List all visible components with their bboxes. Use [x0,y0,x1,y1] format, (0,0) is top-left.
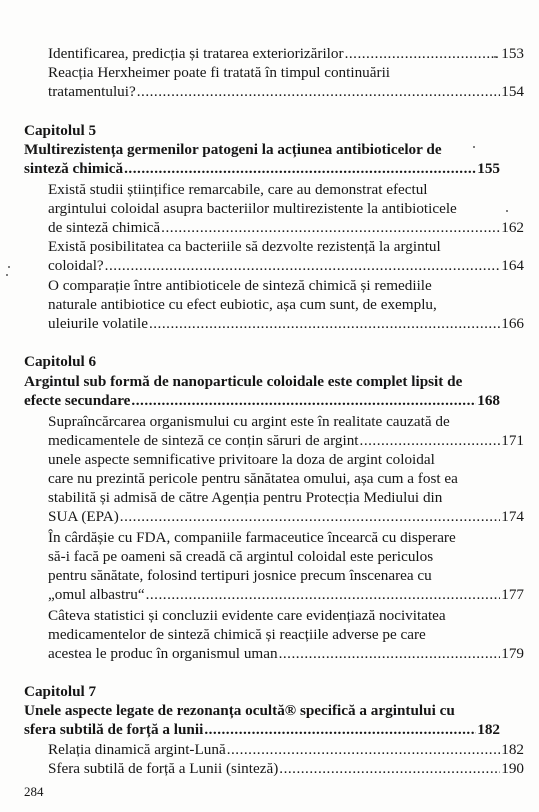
leader-dots [161,218,500,237]
toc-entry-text: de sinteză chimică [48,219,161,236]
toc-page-number: 171 [501,432,524,449]
scan-speck [494,56,496,58]
toc-entry-text: sinteză chimică [24,160,124,177]
toc-page-number: 166 [501,315,524,332]
toc-entry-last-line [24,391,500,410]
toc-entry-text: În cârdășie cu FDA, companiile farmaceutice încearcă cu disperare [48,529,456,546]
toc-entry-chapter-7-title[interactable] [24,701,500,739]
toc-entry-last-line [48,431,524,450]
leader-dots [279,644,501,663]
toc-entry-text: argintului coloidal asupra bacteriilor multirezistente la antibioticele [48,200,457,217]
toc-entry-text: pentru sănătate, folosind tertipuri josnice precum înscenarea cu [48,567,432,584]
toc-entry-text: SUA (EPA) [48,508,119,525]
toc-entry-relatia-argint-luna[interactable] [48,740,524,759]
toc-page-number: 162 [501,219,524,236]
toc-entry-text: coloidal? [48,257,104,274]
toc-entry-last-line [48,314,524,333]
toc-entry-text: stabilită și admisă de către Agenția pentru Protecția Mediului din [48,489,443,506]
leader-dots [360,431,501,450]
toc-entry-exteriorizari[interactable] [48,44,524,63]
toc-page-number: 177 [501,586,524,603]
toc-entry-text: Argintul sub formă de nanoparticule coloidale este complet lipsit de [24,373,463,390]
toc-entry-text: Reacția Herxheimer poate fi tratată în timpul continuării [48,64,391,81]
toc-entry-chapter-5-title[interactable] [24,140,500,178]
scan-speck [8,266,10,268]
toc-entry-last-line [48,507,524,526]
toc-entry-last-line [48,218,524,237]
toc-entry-last-line [48,585,524,604]
toc-entry-text: Există posibilitatea ca bacteriile să dezvolte rezistență la argintul [48,238,441,255]
toc-entry-text: Există studii științifice remarcabile, care au demonstrat efectul [48,181,428,198]
toc-entry-statistici[interactable] [48,606,524,663]
leader-dots [146,585,501,604]
toc-entry-text: uleiurile volatile [48,315,148,332]
toc-page-number: 174 [501,508,524,525]
leader-dots [345,44,501,63]
toc-entry-text: Supraîncărcarea organismului cu argint este în realitate cauzată de [48,413,450,430]
scan-speck [6,274,8,276]
toc-page-number: 153 [501,45,524,62]
leader-dots [105,256,501,275]
toc-page-number: 179 [501,645,524,662]
toc-entry-text: acestea le produc în organismul uman [48,645,278,662]
toc-entry-supraincarcarea[interactable] [48,412,524,450]
leader-dots [149,314,500,333]
toc-entry-text: să-i facă pe oameni să creadă că argintul coloidal este periculos [48,548,434,565]
chapter-6-heading: Capitolul 6 [24,353,97,370]
leader-dots [131,391,476,410]
toc-entry-last-line [48,256,524,275]
page-number: 284 [24,784,44,799]
toc-entry-comparatie-antibiotice[interactable] [48,276,524,333]
toc-entry-sfera-subtila[interactable] [48,759,524,778]
toc-page-number: 182 [477,721,500,738]
toc-entry-chapter-6-title[interactable] [24,372,500,410]
toc-entry-text: Relația dinamică argint-Lună [48,741,226,758]
scan-speck [506,210,508,212]
toc-page-number: 182 [501,741,524,758]
toc-entry-text: Multirezistența germenilor patogeni la acțiunea antibioticelor de [24,141,442,158]
toc-page-number: 168 [477,392,500,409]
toc-entry-text: naturale antibiotice cu efect eubiotic, așa cum sunt, de exemplu, [48,296,437,313]
chapter-7-heading: Capitolul 7 [24,683,97,700]
toc-entry-text: sfera subtilă de forță a lunii [24,721,204,738]
toc-entry-text: medicamentele de sinteză ce conțin săruri de argint [48,432,359,449]
leader-dots [227,740,501,759]
toc-entry-rezistenta-bacterii[interactable] [48,237,524,275]
leader-dots [204,720,476,739]
toc-entry-text: tratamentului? [48,83,136,100]
toc-entry-last-line [48,740,524,759]
leader-dots [279,759,500,778]
toc-page-number: 164 [501,257,524,274]
toc-entry-text: efecte secundare [24,392,131,409]
toc-entry-last-line [48,644,524,663]
toc-entry-studii-stiintifice[interactable] [48,180,524,237]
toc-entry-last-line [24,720,500,739]
leader-dots [137,82,501,101]
toc-entry-text: O comparație între antibioticele de sinteză chimică și remediile [48,277,432,294]
toc-entry-text: Câteva statistici și concluzii evidente care evidențiază nocivitatea [48,607,446,624]
toc-entry-text: Identificarea, predicția și tratarea exteriorizărilor [48,45,344,62]
toc-entry-last-line [48,759,524,778]
toc-entry-text: Sfera subtilă de forță a Lunii (sinteză) [48,760,279,777]
leader-dots [120,507,500,526]
leader-dots [124,159,476,178]
toc-page-number: 155 [477,160,500,177]
toc-entry-last-line [48,82,524,101]
scan-speck [473,146,475,148]
toc-entry-text: Unele aspecte legate de rezonanța ocultă® specifică a argintului cu [24,702,455,719]
toc-entry-last-line [24,159,500,178]
toc-entry-text: medicamentelor de sinteză chimică și reacțiile adverse pe care [48,626,426,643]
toc-entry-last-line [48,44,524,63]
toc-entry-text: „omul albastru“ [48,586,145,603]
toc-page-number: 154 [501,83,524,100]
toc-entry-text: unele aspecte semnificative privitoare la doza de argint coloidal [48,451,435,468]
toc-entry-fda[interactable] [48,528,524,604]
toc-entry-doza-argint[interactable] [48,450,524,526]
toc-entry-text: care nu prezintă pericole pentru sănătatea omului, așa cum a fost ea [48,470,458,487]
toc-page-number: 190 [501,760,524,777]
chapter-5-heading: Capitolul 5 [24,122,97,139]
toc-entry-herxheimer[interactable] [48,63,524,101]
